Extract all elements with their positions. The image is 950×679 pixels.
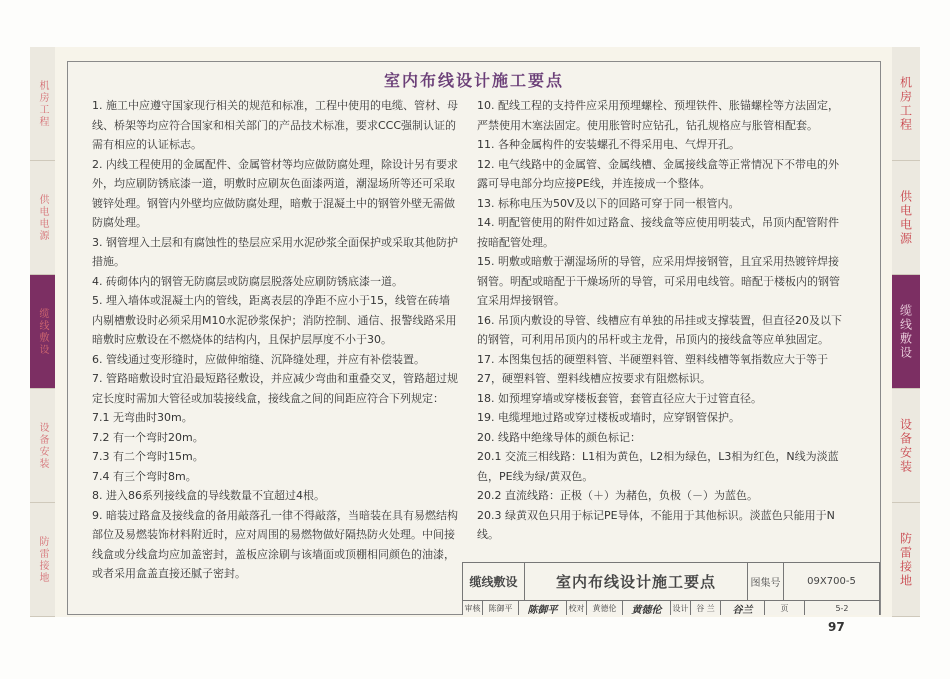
title-block-row-main (463, 563, 880, 601)
design-label: 设计 (671, 601, 691, 615)
left-tab-lanxian[interactable]: 缆线敷设 (30, 275, 55, 389)
atlas-number: 09X700-5 (784, 563, 880, 600)
checker-name: 黄德伦 (587, 601, 623, 615)
section-name: 缆线敷设 (463, 563, 525, 600)
list-item: 3. 钢管埋入土层和有腐蚀性的垫层应采用水泥砂浆全面保护或采取其他防护措施。 (92, 235, 458, 268)
list-item: 8. 进入86系列接线盒的导线数量不宜超过4根。 (92, 489, 325, 502)
left-section-tabs (30, 47, 55, 617)
left-tab-gongdian[interactable]: 供电电源 (30, 161, 55, 275)
reviewer-signature: 陈御平 (519, 601, 567, 615)
list-item: 19. 电缆埋地过路或穿过楼板或墙时，应穿钢管保护。 (477, 411, 740, 424)
list-item: 4. 砖砌体内的钢管无防腐层或防腐层脱落处应刷防锈底漆一道。 (92, 274, 403, 288)
designer-name: 谷 兰 (691, 601, 721, 615)
checker-signature: 黄德伦 (623, 601, 671, 615)
list-item: 17. 本图集包括的硬塑料管、半硬塑料管、塑料线槽等氧指数应大于等于27，硬塑料管、塑料线槽应按要求有阻燃标识。 (477, 352, 828, 385)
right-section-tabs (892, 47, 920, 617)
title-block (462, 562, 880, 615)
list-item: 5. 埋入墙体或混凝土内的管线，距离表层的净距不应小于15，线管在砖墙内剔槽敷设时必须采用M10水泥砂浆保护；消防控制、通信、报警线路采用暗敷时应敷设在不燃烧体的结构内，且保护层厚度不小于30。 (92, 294, 457, 346)
left-tab-fanglei[interactable]: 防雷接地 (30, 503, 55, 617)
list-item: 15. 明敷或暗敷于潮湿场所的导管，应采用焊接钢管，且宜采用热镀锌焊接钢管。明配或暗配于干燥场所的导管，可采用电线管。暗配于楼板内的钢管宜采用焊接钢管。 (477, 255, 840, 307)
list-item: 7.3 有二个弯时15m。 (92, 450, 204, 463)
right-tab-lanxian[interactable]: 缆线敷设 (892, 275, 920, 389)
title-block-row-signatures (463, 601, 880, 615)
left-column (92, 96, 458, 584)
list-item: 1. 施工中应遵守国家现行相关的规范和标准，工程中使用的电缆、管材、母线、桥架等均应符合国家和相关部门的产品技术标准，要求CCC强制认证的需有相应的认证标志。 (92, 99, 458, 151)
designer-signature: 谷兰 (721, 601, 765, 615)
list-item: 12. 电气线路中的金属管、金属线槽、金属接线盒等正常情况下不带电的外露可导电部分均应接PE线，并连接成一个整体。 (477, 157, 839, 190)
right-tab-fanglei[interactable]: 防雷接地 (892, 503, 920, 617)
page-number: 97 (828, 620, 845, 634)
list-item: 20.3 绿黄双色只用于标记PE导体，不能用于其他标识。淡蓝色只能用于N线。 (477, 508, 835, 541)
page-title: 室内布线设计施工要点 (383, 71, 564, 90)
left-tab-shebei[interactable]: 设备安装 (30, 389, 55, 503)
list-item: 7.2 有一个弯时20m。 (92, 430, 204, 444)
list-item: 9. 暗装过路盒及接线盒的备用敲落孔一律不得敲落，当暗装在具有易燃结构部位及易燃装饰材料附近时，应对周围的易燃物做好隔热防火处理。中间接线盒或分线盒均应加盖密封，盖板应涂刷与该墙面或顶棚相同颜色的油漆，或者采用盒盖直接还腻子密封。 (92, 508, 458, 580)
drawing-name: 室内布线设计施工要点 (525, 563, 748, 600)
list-item: 11. 各种金属构件的安装螺孔不得采用电、气焊开孔。 (477, 138, 740, 151)
atlas-label: 图集号 (748, 563, 784, 600)
list-item: 20.2 直流线路：正极（＋）为赭色，负极（－）为蓝色。 (477, 489, 758, 502)
list-item: 7.1 无弯曲时30m。 (92, 411, 193, 424)
list-item: 10. 配线工程的支持件应采用预埋螺栓、预埋铁件、胀锚螺栓等方法固定，严禁使用木塞法固定。使用胀管时应钻孔，钻孔规格应与胀管相配套。 (477, 99, 839, 132)
drawing-sheet (30, 47, 920, 617)
list-item: 20. 线路中绝缘导体的颜色标记： (477, 430, 641, 444)
content-frame (67, 61, 881, 615)
left-tab-jifang[interactable]: 机房工程 (30, 47, 55, 161)
list-item: 18. 如预埋穿墙或穿楼板套管，套管直径应大于过管直径。 (477, 391, 762, 405)
right-column (477, 96, 845, 545)
list-item: 7. 管路暗敷设时宜沿最短路径敷设，并应减少弯曲和重叠交叉，管路超过规定长度时需加大管径或加装接线盒，接线盒之间的间距应符合下列规定： (92, 372, 458, 405)
reviewer-name: 陈御平 (483, 601, 519, 615)
check-label: 校对 (567, 601, 587, 615)
list-item: 14. 明配管使用的附件如过路盒、接线盒等应使用明装式，吊顶内配管附件按暗配管处理。 (477, 216, 839, 249)
list-item: 13. 标称电压为50V及以下的回路可穿于同一根管内。 (477, 196, 740, 210)
list-item: 20.1 交流三相线路：L1相为黄色，L2相为绿色，L3相为红色，N线为淡蓝色，PE线为绿/黄双色。 (477, 450, 839, 483)
list-item: 7.4 有三个弯时8m。 (92, 469, 197, 483)
list-item: 6. 管线通过变形缝时，应做伸缩缝、沉降缝处理，并应有补偿装置。 (92, 352, 425, 366)
sheet-number: 5-2 (805, 601, 880, 615)
page-label: 页 (765, 601, 805, 615)
review-label: 审核 (463, 601, 483, 615)
list-item: 2. 内线工程使用的金属配件、金属管材等均应做防腐处理，除设计另有要求外，均应刷防锈底漆一道，明敷时应刷灰色面漆两道，潮湿场所等还可采取镀锌处理。钢管内外壁均应做防腐处理，暗敷于混凝土中的钢管外壁无需做防腐处理。 (92, 157, 458, 229)
right-tab-gongdian[interactable]: 供电电源 (892, 161, 920, 275)
right-tab-shebei[interactable]: 设备安装 (892, 389, 920, 503)
right-tab-jifang[interactable]: 机房工程 (892, 47, 920, 161)
list-item: 16. 吊顶内敷设的导管、线槽应有单独的吊挂或支撑装置，但直径20及以下的钢管，可利用吊顶内的吊杆或主龙骨，吊顶内的接线盒等应单独固定。 (477, 313, 842, 346)
